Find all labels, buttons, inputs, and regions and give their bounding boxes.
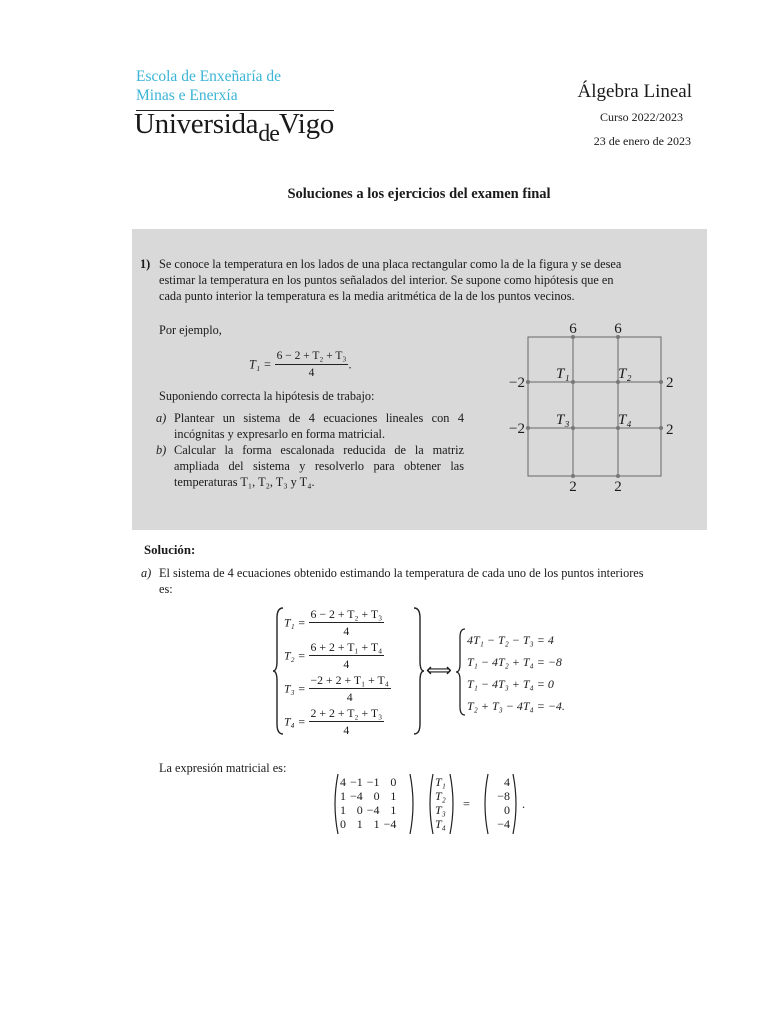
- eq-left-4-den: 4: [343, 723, 350, 737]
- matrix-cell: −4: [350, 789, 363, 803]
- item-a-label: a): [156, 411, 167, 425]
- item-b-line-3: temperaturas T₁, T₂, T₃ y T₄.: [174, 475, 315, 489]
- node-t3: [571, 426, 575, 430]
- matrix-cell: 1: [373, 817, 380, 831]
- rhs-cell: 4: [504, 775, 510, 789]
- example-lhs: T₁ =: [249, 357, 272, 372]
- label-bottom-right: 2: [614, 479, 622, 495]
- matrix-cell: 0: [390, 775, 397, 789]
- eq-right-3: T₁ − 4T₃ + T₄ = 0: [467, 677, 554, 691]
- rhs-cell: −8: [497, 789, 510, 803]
- item-b-line-2: ampliada del sistema y resolverlo para obtener las: [174, 459, 464, 473]
- label-t1: T₁: [556, 366, 570, 382]
- label-t2: T₂: [618, 366, 632, 382]
- matrix-cell: 1: [356, 817, 363, 831]
- vector-cell: T₃: [435, 803, 446, 817]
- label-t4: T₄: [618, 412, 632, 428]
- eq-left-3-num: −2 + 2 + T₁ + T₄: [310, 673, 389, 687]
- eq-left-2-num: 6 + 2 + T₁ + T₄: [310, 640, 383, 654]
- system-right: [467, 629, 565, 717]
- node-left-top: [526, 380, 530, 384]
- rhs-vector: [488, 775, 512, 831]
- university-part1: Universida: [134, 108, 259, 140]
- eq-left-3-lhs: T₃ =: [284, 681, 306, 696]
- coefficient-matrix: [338, 775, 398, 831]
- matrix-cell: −1: [350, 775, 363, 789]
- university-logo: [134, 108, 334, 147]
- plate-border: [528, 337, 661, 476]
- item-b-line-1: Calcular la forma escalonada reducida de la matriz: [174, 443, 464, 457]
- rhs-paren-close: [512, 773, 520, 835]
- eq-left-1-frac: [309, 606, 385, 639]
- eq-left-1-num: 6 − 2 + T₂ + T₃: [310, 607, 383, 621]
- matrix-row: [338, 775, 398, 789]
- matrix-row: [338, 789, 398, 803]
- eq-right-4: T₂ + T₃ − 4T₄ = −4.: [467, 699, 565, 713]
- eq-left-2-frac: [309, 639, 385, 672]
- matrix-cell: 1: [390, 789, 397, 803]
- eq-right-1: 4T₁ − T₂ − T₃ = 4: [467, 633, 554, 647]
- eq-left-2-den: 4: [343, 657, 350, 671]
- vector-paren-close: [449, 773, 457, 835]
- rhs-cell: 0: [504, 803, 510, 817]
- node-right-top: [659, 380, 663, 384]
- problem-number: 1): [140, 257, 151, 271]
- eq-left-2: [284, 639, 424, 672]
- eq-left-2-lhs: T₂ =: [284, 648, 306, 663]
- item-b-text: [174, 442, 464, 490]
- solution-a-label: a): [141, 566, 152, 580]
- label-top-left: 6: [569, 321, 577, 337]
- eq-left-4-lhs: T₄ =: [284, 714, 306, 729]
- label-bottom-left: 2: [569, 479, 577, 495]
- item-a-text: [174, 410, 464, 442]
- eq-left-3: [284, 672, 424, 705]
- label-left-top: −2: [509, 375, 525, 391]
- eq-right-2: T₁ − 4T₂ + T₄ = −8: [467, 655, 562, 669]
- eq-left-4-num: 2 + 2 + T₂ + T₃: [310, 706, 383, 720]
- system-left: [284, 606, 424, 738]
- label-right-bottom: 2: [666, 422, 674, 438]
- solution-heading: Solución:: [144, 543, 196, 557]
- matrix-cell: 0: [356, 803, 363, 817]
- matrix-cell: 0: [340, 817, 346, 831]
- iff-symbol: ⟺: [426, 660, 452, 681]
- matrix-row: [338, 817, 398, 831]
- node-right-bottom: [659, 426, 663, 430]
- course-title: Álgebra Lineal: [577, 81, 692, 102]
- example-equation: T₁ = $\frac{\text{6 − 2 + T₂ + T₃}}{4}$ .: [249, 350, 352, 379]
- vector-cell: T₄: [435, 817, 446, 831]
- course-year: Curso 2022/2023: [599, 110, 683, 124]
- example-label: Por ejemplo,: [159, 323, 222, 337]
- matrix-period: .: [522, 797, 526, 811]
- matrix-cell: 1: [340, 789, 346, 803]
- assumption-text: Suponiendo correcta la hipótesis de trabajo:: [159, 389, 375, 403]
- eq-left-1: [284, 606, 424, 639]
- rhs-cell: −4: [497, 817, 510, 831]
- right-brace-open: [455, 627, 467, 717]
- matrix-cell: −1: [366, 775, 380, 789]
- solution-a-line-1: El sistema de 4 ecuaciones obtenido estimando la temperatura de cada uno de los puntos interiores: [159, 566, 644, 580]
- example-numerator: 6 − 2 + T₂ + T₃: [275, 348, 349, 365]
- node-bottom-right: [616, 474, 620, 478]
- eq-left-1-den: 4: [343, 624, 350, 638]
- eq-left-3-den: 4: [346, 690, 353, 704]
- solution-a-text: [159, 565, 644, 597]
- university-de: de: [258, 121, 279, 147]
- eq-left-4-frac: [309, 705, 385, 738]
- label-t3: T₃: [556, 412, 570, 428]
- matrix-row: [338, 803, 398, 817]
- example-fraction: [275, 348, 349, 381]
- matrix-cell: −4: [383, 817, 397, 831]
- label-top-right: 6: [614, 321, 622, 337]
- node-left-bottom: [526, 426, 530, 430]
- matrix-cell: 1: [340, 803, 346, 817]
- example-denominator: 4: [308, 367, 315, 379]
- eq-left-4: [284, 705, 424, 738]
- university-part2: Vigo: [278, 108, 334, 140]
- matrix-paren-close: [409, 773, 417, 835]
- eq-left-1-lhs: T₁ =: [284, 615, 306, 630]
- matrix-label: La expresión matricial es:: [159, 761, 287, 775]
- matrix-cell: −4: [366, 803, 380, 817]
- matrix-cell: 0: [373, 789, 380, 803]
- statement-line-3: cada punto interior la temperatura es la media aritmética de la de los puntos vecinos.: [159, 289, 575, 303]
- plate-figure: [500, 315, 690, 495]
- matrix-cell: 4: [340, 775, 346, 789]
- item-a-line-1: Plantear un sistema de 4 ecuaciones lineales con 4: [174, 411, 464, 425]
- item-a-line-2: incógnitas y expresarlo en forma matricial.: [174, 427, 386, 441]
- problem-statement: [159, 256, 699, 304]
- left-brace-close: [411, 606, 425, 736]
- solution-a-line-2: es:: [159, 582, 173, 596]
- school-line-2: Minas e Enerxía: [136, 87, 238, 104]
- statement-line-1: Se conoce la temperatura en los lados de una placa rectangular como la de la figura y se desea: [159, 257, 622, 271]
- school-line-1: Escola de Enxeñaría de: [136, 68, 282, 85]
- label-left-bottom: −2: [509, 421, 525, 437]
- matrix-cell: 1: [390, 803, 397, 817]
- item-b-label: b): [156, 443, 167, 457]
- unknowns-vector: [433, 775, 448, 831]
- school-name: [136, 67, 281, 105]
- statement-line-2: estimar la temperatura en los puntos señalados del interior. Se supone como hipótesis que en: [159, 273, 614, 287]
- vector-cell: T₂: [435, 789, 446, 803]
- equals-sign: =: [463, 797, 470, 811]
- eq-left-3-frac: [309, 672, 391, 705]
- node-bottom-left: [571, 474, 575, 478]
- exam-date: 23 de enero de 2023: [593, 134, 691, 148]
- document-title: Soluciones a los ejercicios del examen final: [287, 186, 551, 202]
- label-right-top: 2: [666, 375, 674, 391]
- vector-cell: T₁: [435, 775, 446, 789]
- node-t1: [571, 380, 575, 384]
